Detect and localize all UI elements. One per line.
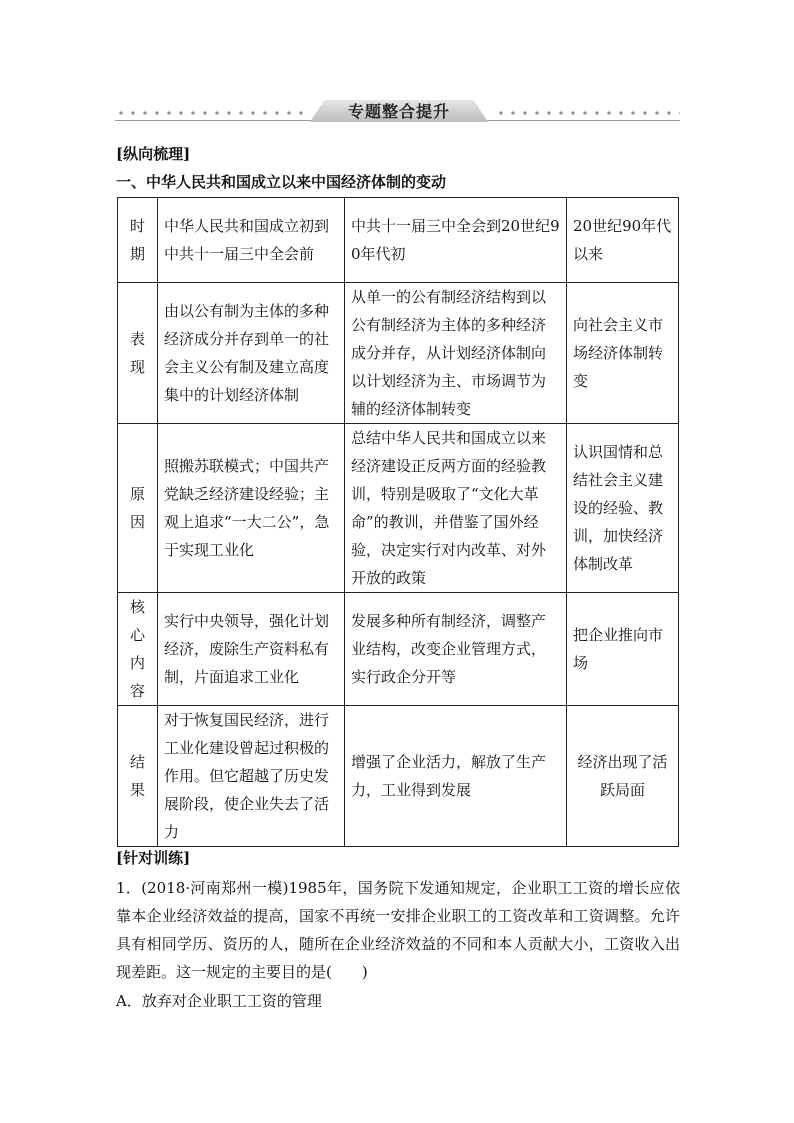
table-cell: 对于恢复国民经济，进行工业化建设曾起过积极的作用。但它超越了历史发展阶段，使企业失去了活力	[158, 706, 345, 847]
table-cell: 实行中央领导，强化计划经济，废除生产资料私有制，片面追求工业化	[158, 593, 345, 706]
table-cell: 把企业推向市场	[567, 593, 679, 706]
table-header-row	[118, 198, 679, 283]
table-cell: 经济出现了活跃局面	[567, 706, 679, 847]
header-col-3: 20世纪90年代以来	[567, 198, 679, 283]
header-col-1: 中华人民共和国成立初到中共十一届三中全会前	[158, 198, 345, 283]
option-a: A．放弃对企业职工工资的管理	[116, 992, 322, 1010]
table-cell: 总结中华人民共和国成立以来经济建设正反两方面的经验教训，特别是吸取了“文化大革命”的教训，并借鉴了国外经验，决定实行对内改革、对外开放的政策	[345, 424, 567, 593]
row-label: 原 因	[118, 424, 158, 593]
row-label: 结 果	[118, 706, 158, 847]
section-heading: 一、中华人民共和国成立以来中国经济体制的变动	[116, 173, 447, 191]
table-row	[118, 593, 679, 706]
row-label: 核 心 内 容	[118, 593, 158, 706]
practice-label: [针对训练]	[116, 849, 191, 867]
section-banner	[115, 99, 680, 125]
table-row	[118, 283, 679, 424]
banner-dots-right	[495, 111, 680, 115]
table-cell: 发展多种所有制经济，调整产业结构，改变企业管理方式，实行政企分开等	[345, 593, 567, 706]
table-cell: 增强了企业活力，解放了生产力，工业得到发展	[345, 706, 567, 847]
table-cell: 从单一的公有制经济结构到以公有制经济为主体的多种经济成分并存，从计划经济体制向以计划经济为主、市场调节为辅的经济体制转变	[345, 283, 567, 424]
row-label: 表 现	[118, 283, 158, 424]
banner-title: 专题整合提升	[347, 102, 450, 121]
table-cell: 照搬苏联模式；中国共产党缺乏经济建设经验；主观上追求“一大二公”，急于实现工业化	[158, 424, 345, 593]
section-label: [纵向梳理]	[116, 145, 191, 163]
table-cell: 向社会主义市场经济体制转变	[567, 283, 679, 424]
table-row	[118, 424, 679, 593]
banner-dots-left	[115, 111, 303, 115]
header-col-2: 中共十一届三中全会到20世纪90年代初	[345, 198, 567, 283]
table-row	[118, 706, 679, 847]
table-cell: 由以公有制为主体的多种经济成分并存到单一的社会主义公有制及建立高度集中的计划经济体制	[158, 283, 345, 424]
header-label: 时 期	[118, 198, 158, 283]
table-cell: 认识国情和总结社会主义建设的经验、教训，加快经济体制改革	[567, 424, 679, 593]
economic-system-table	[117, 197, 679, 847]
question-text: 1．(2018·河南郑州一模)1985年，国务院下发通知规定，企业职工工资的增长应依靠本企业经济效益的提高，国家不再统一安排企业职工的工资改革和工资调整。允许具有相同学历、资历的人，随所在企业经济效益的不同和本人贡献大小，工资收入出现差距。这一规定的主要目的是( )	[116, 879, 680, 981]
